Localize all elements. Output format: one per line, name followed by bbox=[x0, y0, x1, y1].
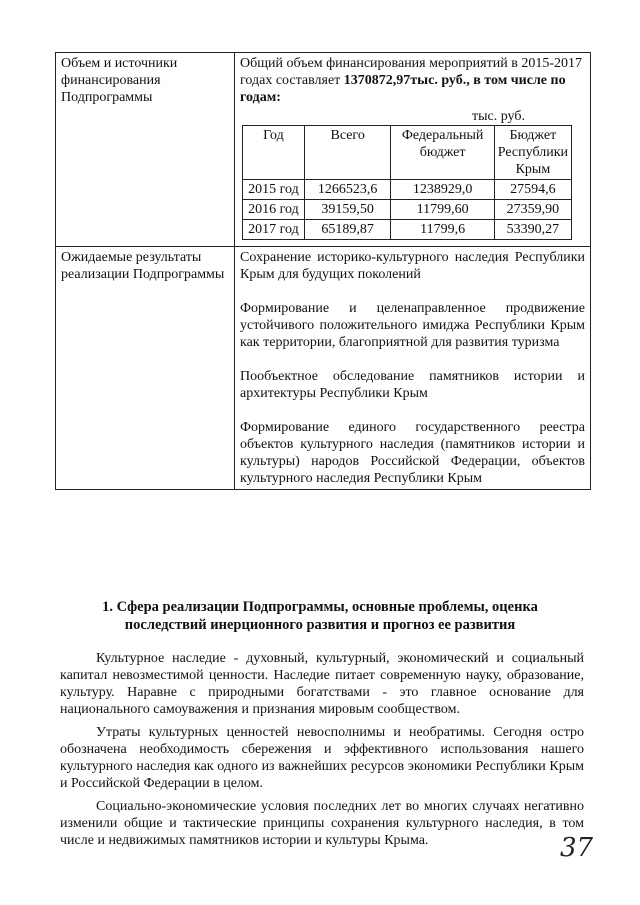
cell-year: 2016 год bbox=[243, 200, 305, 220]
cell-federal: 11799,6 bbox=[391, 220, 494, 240]
results-label: Ожидаемые результаты реализации Подпрограммы bbox=[56, 247, 235, 490]
col-header-total: Всего bbox=[304, 126, 391, 180]
result-item: Пообъектное обследование памятников истории и архитектуры Республики Крым bbox=[240, 369, 585, 401]
body-text bbox=[60, 650, 584, 855]
table-row bbox=[243, 220, 572, 240]
cell-total: 39159,50 bbox=[304, 200, 391, 220]
funding-cell bbox=[235, 53, 591, 247]
funding-intro bbox=[240, 55, 585, 106]
table-row bbox=[243, 200, 572, 220]
cell-total: 1266523,6 bbox=[304, 180, 391, 200]
cell-crimea: 53390,27 bbox=[494, 220, 571, 240]
cell-crimea: 27594,6 bbox=[494, 180, 571, 200]
paragraph: Социально-экономические условия последних лет во многих случаях негативно изменили общие и тактические принципы сохранения культурного наследия, в том числе и недвижимых памятников истории и культуры Крыма. bbox=[60, 799, 584, 848]
funding-total: 1370872,97тыс. руб. bbox=[343, 73, 467, 88]
cell-year: 2017 год bbox=[243, 220, 305, 240]
funding-row bbox=[56, 53, 591, 247]
result-item: Формирование и целенаправленное продвижение устойчивого положительного имиджа Республики Крым как территории, благоприятной для развития туризма bbox=[240, 301, 585, 350]
results-row bbox=[56, 247, 591, 490]
section-heading: 1. Сфера реализации Подпрограммы, основные проблемы, оценка последствий инерционного развития и прогноз ее развития bbox=[102, 599, 538, 633]
cell-federal: 1238929,0 bbox=[391, 180, 494, 200]
cell-total: 65189,87 bbox=[304, 220, 391, 240]
cell-crimea: 27359,90 bbox=[494, 200, 571, 220]
cell-federal: 11799,60 bbox=[391, 200, 494, 220]
funding-label: Объем и источники финансирования Подпрограммы bbox=[56, 53, 235, 247]
unit-label: тыс. руб. bbox=[472, 109, 525, 124]
funding-header-row bbox=[243, 126, 572, 180]
table-row bbox=[243, 180, 572, 200]
results-cell bbox=[235, 247, 591, 490]
funding-intro-after: , в том числе по годам: bbox=[240, 73, 566, 105]
cell-year: 2015 год bbox=[243, 180, 305, 200]
funding-intro-before: Общий объем финансирования мероприятий в 2015-2017 годах составляет bbox=[240, 56, 582, 88]
passport-table bbox=[55, 52, 591, 490]
funding-by-year-table bbox=[242, 125, 572, 240]
col-header-crimea: Бюджет Республики Крым bbox=[494, 126, 571, 180]
paragraph: Культурное наследие - духовный, культурный, экономический и социальный капитал невозместимой ценности. Наследие питает современную науку, образование, культуру. Наравне с природными богатствами - это главное основание для национального самоуважения и признания мировым сообществом. bbox=[60, 651, 584, 717]
col-header-federal: Федеральный бюджет bbox=[391, 126, 494, 180]
page-number: 37 bbox=[560, 833, 594, 863]
paragraph: Утраты культурных ценностей невосполнимы и необратимы. Сегодня остро обозначена необходимость сбережения и эффективного использования нашего культурного наследия как одного из важнейших ресурсов экономики Республики Крым и Российской Федерации в целом. bbox=[60, 725, 584, 791]
result-item: Сохранение историко-культурного наследия Республики Крым для будущих поколений bbox=[240, 250, 585, 282]
result-item: Формирование единого государственного реестра объектов культурного наследия (памятников истории и культуры) народов Российской Федерации, объектов культурного наследия Республики Крым bbox=[240, 420, 585, 486]
col-header-year: Год bbox=[243, 126, 305, 180]
